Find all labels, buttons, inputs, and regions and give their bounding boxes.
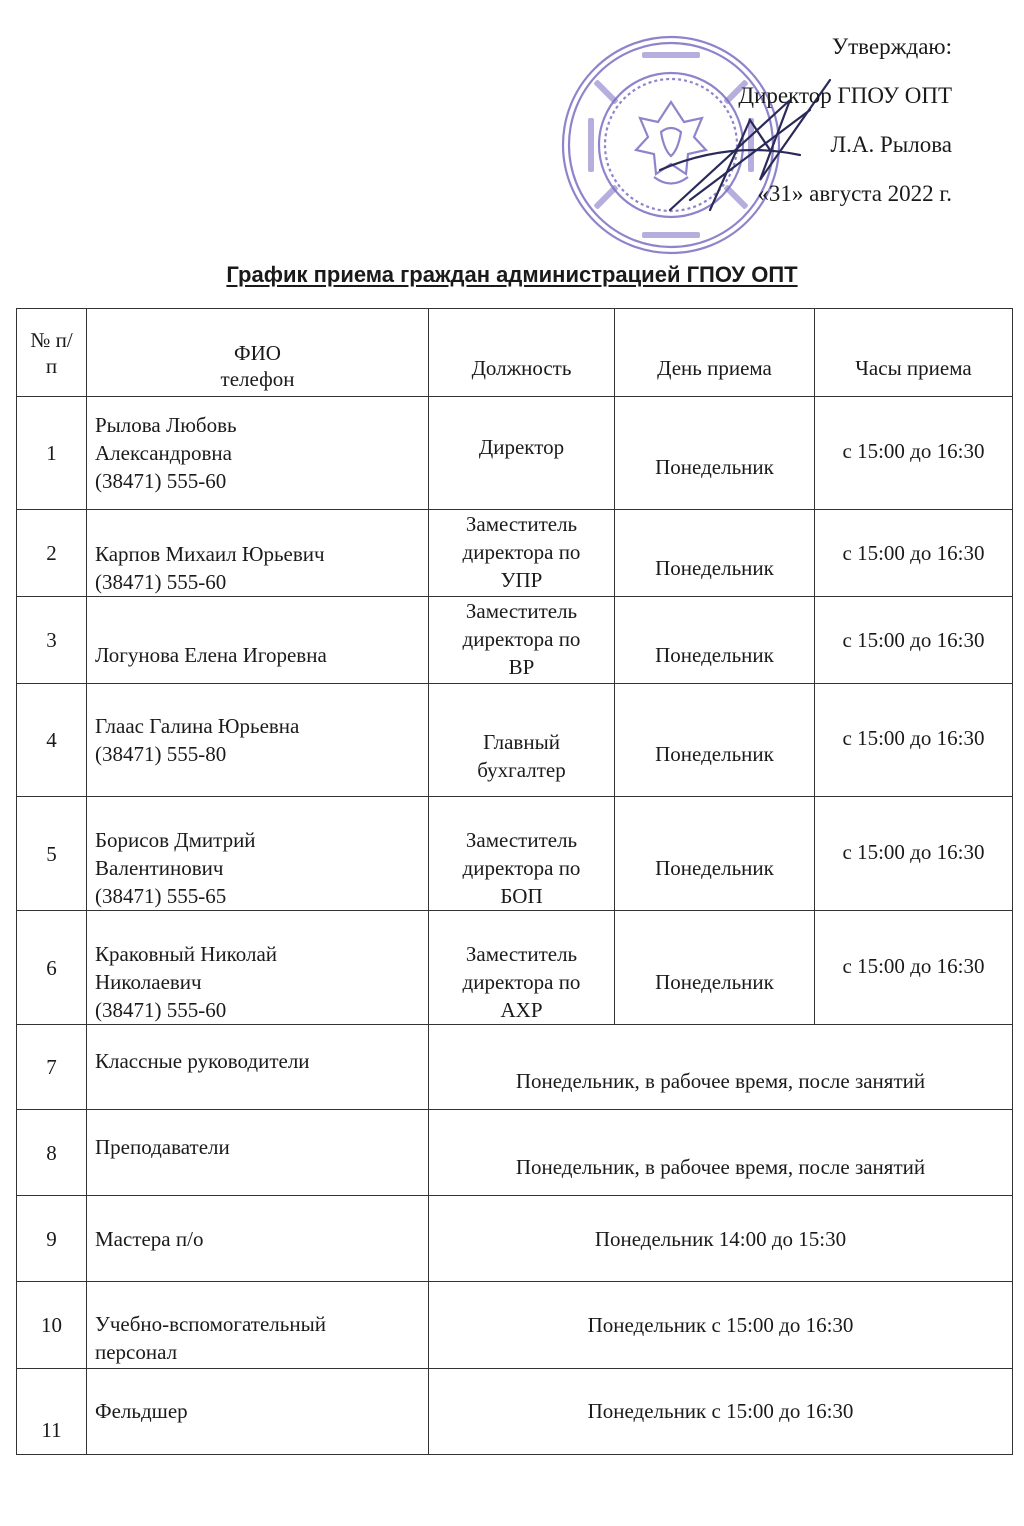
fio-line: Карпов Михаил Юрьевич <box>95 542 325 566</box>
row-num: 2 <box>17 510 87 597</box>
row-num: 7 <box>17 1025 87 1110</box>
approval-block <box>738 22 952 218</box>
header-num: № п/п <box>17 309 87 397</box>
row-num: 3 <box>17 597 87 684</box>
position-line: Директор <box>478 435 565 459</box>
table-row <box>17 1282 1013 1369</box>
row-fio <box>87 1369 429 1455</box>
page-title <box>0 262 1024 288</box>
row-hours: с 15:00 до 16:30 <box>815 597 1013 684</box>
table-row <box>17 1110 1013 1196</box>
row-fio <box>87 1025 429 1110</box>
schedule-table <box>16 308 1013 1455</box>
header-fio-line2: телефон <box>220 367 295 391</box>
row-hours: с 15:00 до 16:30 <box>815 797 1013 911</box>
row-num: 5 <box>17 797 87 911</box>
fio-line: Фельдшер <box>95 1399 188 1423</box>
fio-line: Глаас Галина Юрьевна <box>95 714 300 738</box>
row-schedule: Понедельник, в рабочее время, после занятий <box>429 1025 1013 1110</box>
position-line: Заместитель <box>465 599 578 623</box>
fio-line: персонал <box>95 1340 178 1364</box>
row-schedule: Понедельник с 15:00 до 16:30 <box>429 1369 1013 1455</box>
row-hours: с 15:00 до 16:30 <box>815 397 1013 510</box>
position-line: директора по <box>462 540 581 564</box>
table-row <box>17 1369 1013 1455</box>
fio-line: Александровна <box>95 441 232 465</box>
row-schedule: Понедельник, в рабочее время, после занятий <box>429 1110 1013 1196</box>
row-fio <box>87 684 429 797</box>
position-line: БОП <box>500 884 543 908</box>
row-num: 8 <box>17 1110 87 1196</box>
row-position <box>429 397 615 510</box>
row-fio <box>87 1282 429 1369</box>
row-hours: с 15:00 до 16:30 <box>815 911 1013 1025</box>
fio-line: Рылова Любовь <box>95 413 237 437</box>
row-schedule: Понедельник 14:00 до 15:30 <box>429 1196 1013 1282</box>
row-fio <box>87 397 429 510</box>
fio-line: Учебно-вспомогательный <box>95 1312 326 1336</box>
approval-position: Директор ГПОУ ОПТ <box>738 83 952 108</box>
position-line: АХР <box>500 998 543 1022</box>
table-row <box>17 597 1013 684</box>
header-fio-line1: ФИО <box>234 341 281 365</box>
fio-line: (38471) 555-80 <box>95 742 227 766</box>
fio-line: (38471) 555-60 <box>95 570 227 594</box>
row-position <box>429 797 615 911</box>
row-day: Понедельник <box>615 684 815 797</box>
position-line: директора по <box>462 627 581 651</box>
row-day: Понедельник <box>615 397 815 510</box>
row-hours: с 15:00 до 16:30 <box>815 684 1013 797</box>
fio-line: Мастера п/о <box>95 1226 204 1251</box>
row-schedule: Понедельник с 15:00 до 16:30 <box>429 1282 1013 1369</box>
row-num: 4 <box>17 684 87 797</box>
row-day: Понедельник <box>615 597 815 684</box>
row-position <box>429 510 615 597</box>
row-position <box>429 911 615 1025</box>
table-row <box>17 911 1013 1025</box>
fio-line: (38471) 555-60 <box>95 469 227 493</box>
fio-line: Преподаватели <box>95 1134 230 1159</box>
approval-date: «31» августа 2022 г. <box>757 181 952 206</box>
header-position: Должность <box>429 309 615 397</box>
table-row <box>17 797 1013 911</box>
position-line: директора по <box>462 970 581 994</box>
approval-signer: Л.А. Рылова <box>830 132 952 157</box>
position-line: УПР <box>500 568 543 592</box>
table-row <box>17 1196 1013 1282</box>
position-line: Заместитель <box>465 512 578 536</box>
fio-line: (38471) 555-60 <box>95 998 227 1022</box>
table-row <box>17 1025 1013 1110</box>
position-line: бухгалтер <box>477 758 566 782</box>
fio-line: Логунова Елена Игоревна <box>95 643 327 667</box>
row-day: Понедельник <box>615 911 815 1025</box>
position-line: Заместитель <box>465 828 578 852</box>
fio-line: Классные руководители <box>95 1049 310 1073</box>
header-hours: Часы приема <box>815 309 1013 397</box>
fio-line: (38471) 555-65 <box>95 884 227 908</box>
fio-line: Борисов Дмитрий <box>95 828 256 852</box>
row-day: Понедельник <box>615 510 815 597</box>
fio-line: Краковный Николай <box>95 942 278 966</box>
position-line: ВР <box>508 655 535 679</box>
row-num: 11 <box>17 1369 87 1455</box>
fio-line: Николаевич <box>95 970 202 994</box>
row-day: Понедельник <box>615 797 815 911</box>
table-row <box>17 684 1013 797</box>
table-row <box>17 510 1013 597</box>
approval-heading: Утверждаю: <box>831 34 952 59</box>
row-fio <box>87 911 429 1025</box>
row-fio <box>87 510 429 597</box>
header-row <box>17 309 1013 397</box>
row-num: 1 <box>17 397 87 510</box>
row-position <box>429 597 615 684</box>
header-day: День приема <box>615 309 815 397</box>
row-fio <box>87 597 429 684</box>
row-num: 9 <box>17 1196 87 1282</box>
row-hours: с 15:00 до 16:30 <box>815 510 1013 597</box>
header-fio <box>87 309 429 397</box>
row-num: 6 <box>17 911 87 1025</box>
position-line: Заместитель <box>465 942 578 966</box>
position-line: Главный <box>483 730 560 754</box>
row-position <box>429 684 615 797</box>
row-fio <box>87 1110 429 1196</box>
page-title-text: График приема граждан администрацией ГПОУ ОПТ <box>226 262 798 287</box>
row-num: 10 <box>17 1282 87 1369</box>
fio-line: Валентинович <box>95 856 224 880</box>
table-row <box>17 397 1013 510</box>
row-fio <box>87 797 429 911</box>
position-line: директора по <box>462 856 581 880</box>
row-fio <box>87 1196 429 1282</box>
